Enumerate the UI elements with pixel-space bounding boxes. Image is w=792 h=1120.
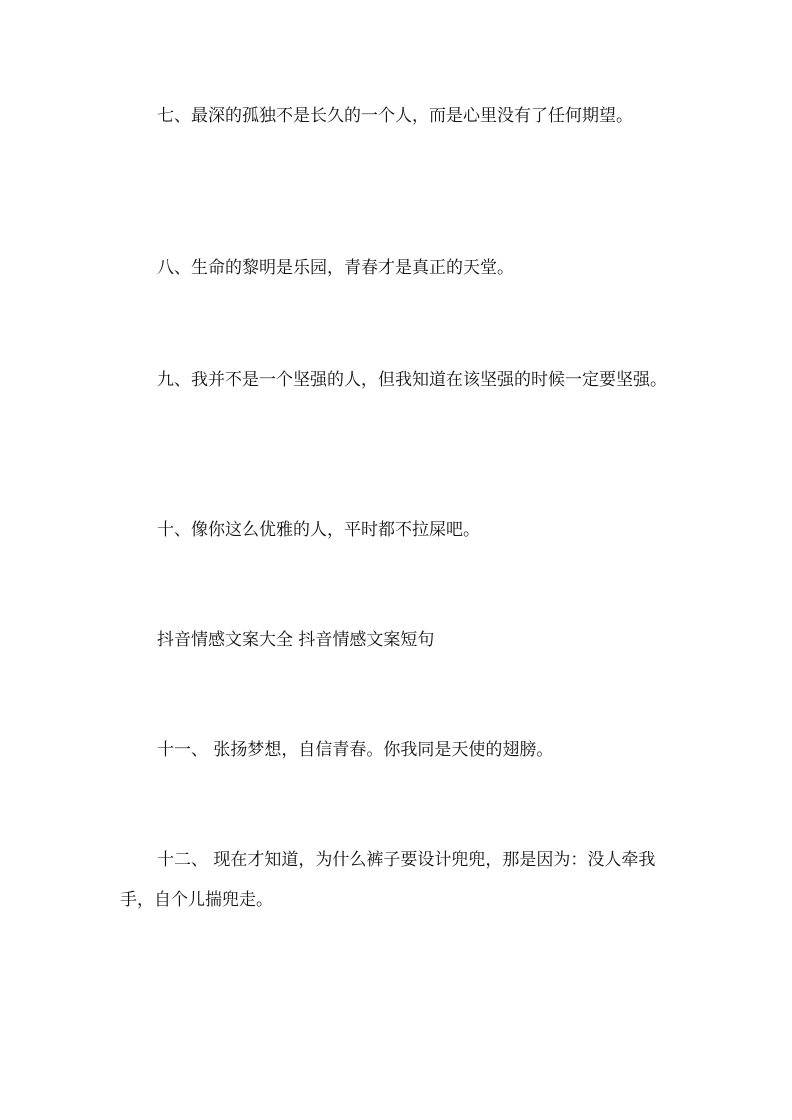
section-heading: 抖音情感文案大全 抖音情感文案短句 bbox=[157, 630, 435, 650]
paragraph-10: 十、像你这么优雅的人，平时都不拉屎吧。 bbox=[157, 520, 480, 540]
paragraph-8: 八、生命的黎明是乐园，青春才是真正的天堂。 bbox=[157, 258, 514, 278]
paragraph-9: 九、我并不是一个坚强的人，但我知道在该坚强的时候一定要坚强。 bbox=[157, 370, 667, 390]
paragraph-12: 十二、 现在才知道，为什么裤子要设计兜兜，那是因为：没人牵我手，自个儿揣兜走。 bbox=[120, 850, 656, 910]
paragraph-11: 十一、 张扬梦想，自信青春。你我同是天使的翅膀。 bbox=[157, 740, 554, 760]
paragraph-7: 七、最深的孤独不是长久的一个人，而是心里没有了任何期望。 bbox=[157, 106, 633, 126]
